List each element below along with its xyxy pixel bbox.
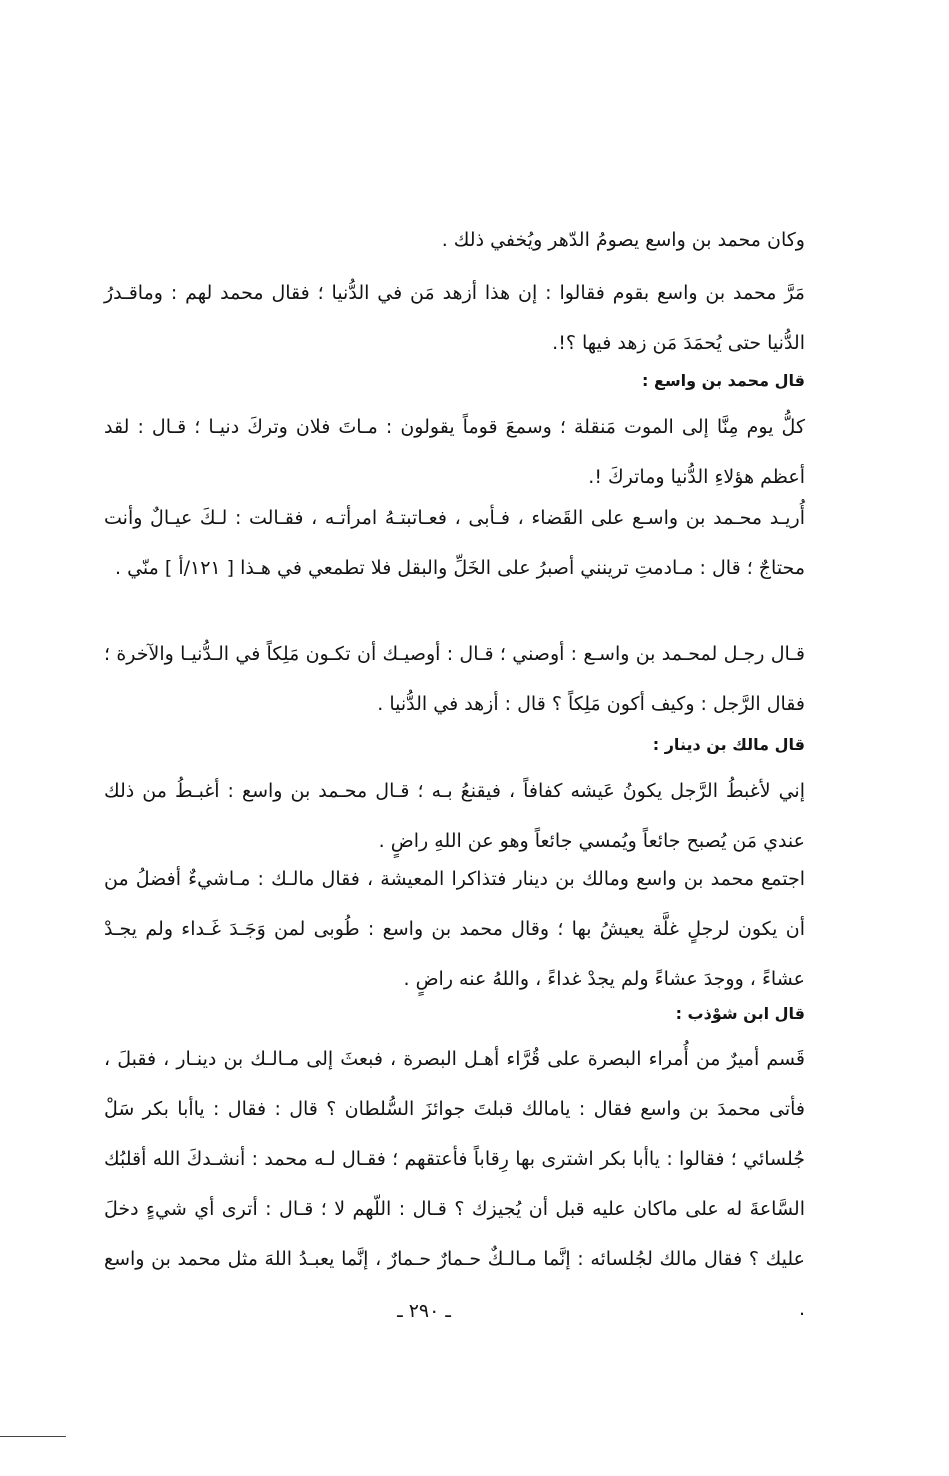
paragraph-every-day: كلُّ يوم مِنَّا إلى الموت مَنقلة ؛ وسمعَ قوماً يقولون : مـاتَ فلان وتركَ دنيـا ؛ قـال : لقد أعظم هؤلاءِ الدُّنيا وماتركَ !. — [104, 416, 805, 488]
paragraph-advice: قـال رجـل لمحـمد بن واسـع : أوصني ؛ قـال : أوصيـك أن تكـون مَلِكاً في الـدُّنيـا والآخرة ؛ فقال الرَّجل : وكيف أكون مَلِكاً ؟ قال : أزهد في الدُّنيا . — [104, 643, 805, 715]
paragraph-envy: إني لأغبطُ الرَّجل يكونُ عَيشه كفافاً ، فيقنعُ بـه ؛ قـال محـمد بن واسع : أغبـطُ من ذلك عندي مَن يُصبح جائعاً ويُمسي جائعاً وهو عن اللهِ راضٍ . — [104, 780, 805, 852]
paragraph-livelihood: اجتمع محمد بن واسع ومالك بن دينار فتذاكرا المعيشة ، فقال مالـك : مـاشيءٌ أفضلُ من أن يكون لرجلٍ غلَّة يعيشُ بها ؛ وقال محمد بن واسع : طُوبى لمن وَجَـدَ غَـداء ولم يجـدْ عشاءً ، ووجدَ عشاءً ولم يجدْ غداءً ، واللهُ عنه راضٍ . — [104, 868, 805, 990]
paragraph-judgeship: أُريـد محـمد بن واسـع على القَضاء ، فـأبى ، فعـاتبتـهُ امرأتـه ، فقـالت : لـكَ عيـالٌ وأنت محتاجٌ ؛ قال : مـادمتِ ترينني أصبرُ على الخَلِّ والبقل فلا تطمعي في هـذا [ ١٢١/أ ] منّي . — [104, 507, 805, 579]
heading-malik-ibn-dinar: قال مالك بن دينار : — [652, 735, 805, 754]
heading-ibn-shawdhab: قال ابن شوْذب : — [675, 1004, 805, 1023]
heading-muhammad-ibn-wasi: قال محمد بن واسع : — [642, 371, 805, 390]
paragraph-sultan-gifts: قَسم أميرٌ من أُمراء البصرة على قُرَّاء أهـل البصرة ، فبعثَ إلى مـالـك بن دينـار ، فقبلَ ، فأتى محمدَ بن واسع فقال : يامالك قبلتَ جوائزَ السُّلطان ؟ قال : فقال : ياأبا بكر سَلْ جُلسائي ؛ فقالوا : ياأبا بكر اشترى بها رِقاباً فأعتقهم ؛ فقـال لـه محمد : أنشـدكَ الله أقلبُك السَّاعةَ له على ماكان عليه قبل أن يُجيزك ؟ قـال : اللّهم لا ؛ قـال : أترى أي شيءٍ دخلَ عليك ؟ فقال مالك لجُلسائه : إنَّما مـالـكٌ حـمارٌ حـمارٌ ، إنَّما يعبـدُ اللهَ مثل محمد بن واسع . — [104, 1048, 805, 1320]
footnote-divider — [0, 1436, 66, 1437]
paragraph-most-ascetic: مَرَّ محمد بن واسع بقوم فقالوا : إن هذا أزهد مَن في الدُّنيا ؛ فقال محمد لهم : وماقـدرُ الدُّنيا حتى يُحمَدَ مَن زهد فيها ؟!. — [104, 282, 805, 354]
page-number: ـ ٢٩٠ ـ — [397, 1300, 451, 1322]
paragraph-fasting: وكان محمد بن واسع يصومُ الدّهر ويُخفي ذلك . — [441, 229, 805, 251]
